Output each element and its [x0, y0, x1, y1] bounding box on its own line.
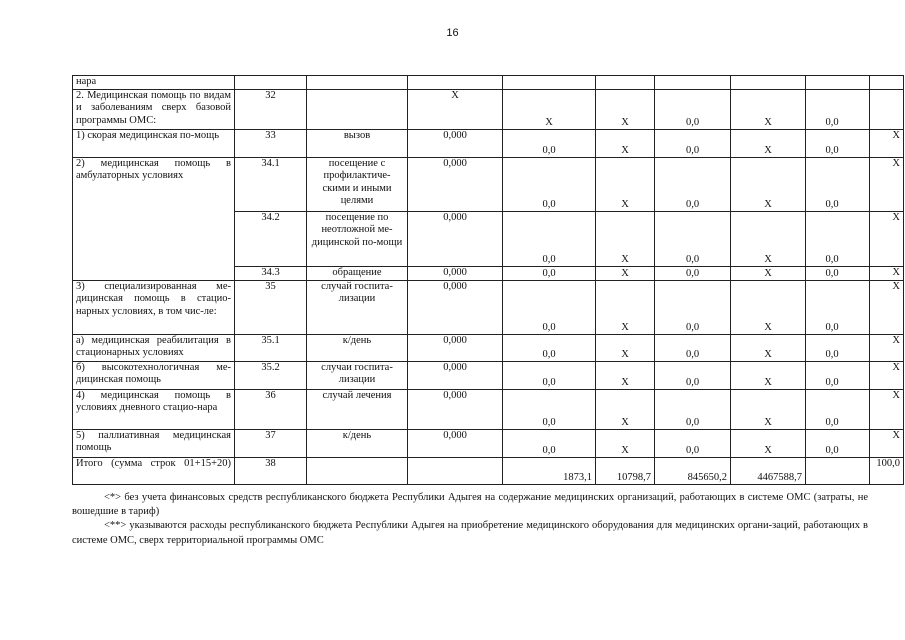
row-col9: 100,0 [870, 458, 904, 485]
footnotes [72, 491, 868, 548]
row-name: 2) медицинская помощь в амбулаторных условиях [73, 158, 235, 281]
row-volume: 0,000 [408, 212, 503, 267]
row-volume: 0,000 [408, 430, 503, 458]
row-col5: Х [596, 130, 655, 158]
row-code: 38 [235, 458, 307, 485]
row-col6: 0,0 [655, 158, 731, 212]
row-col7: Х [731, 281, 806, 335]
row-col7: Х [731, 130, 806, 158]
row-col4: 0,0 [503, 158, 596, 212]
row-col7: Х [731, 430, 806, 458]
row-volume: 0,000 [408, 130, 503, 158]
row-col9: Х [870, 267, 904, 281]
row-volume: Х [408, 90, 503, 130]
row-code: 34.1 [235, 158, 307, 212]
row-name: нара [73, 76, 235, 90]
row-col6: 845650,2 [655, 458, 731, 485]
row-col4: 0,0 [503, 390, 596, 430]
row-col4: Х [503, 90, 596, 130]
row-code: 34.2 [235, 212, 307, 267]
row-col9: Х [870, 430, 904, 458]
row-name: 1) скорая медицинская по-мощь [73, 130, 235, 158]
row-col4: 0,0 [503, 430, 596, 458]
row-volume: 0,000 [408, 362, 503, 390]
table-row [73, 130, 904, 158]
row-col7: Х [731, 212, 806, 267]
row-volume: 0,000 [408, 335, 503, 362]
footnote-1: <*> без учета финансовых средств республиканского бюджета Республики Адыгея на содержание медицинских организаций, работающих в системе ОМС (затраты, не вошедшие в тариф) [72, 492, 868, 518]
row-col5: 10798,7 [596, 458, 655, 485]
row-col6: 0,0 [655, 362, 731, 390]
row-col9: Х [870, 362, 904, 390]
row-col9: Х [870, 212, 904, 267]
row-col6: 0,0 [655, 212, 731, 267]
row-unit: случай госпита-лизации [307, 281, 408, 335]
table-row [73, 90, 904, 130]
table-row [73, 281, 904, 335]
row-col5: Х [596, 267, 655, 281]
row-code: 34.3 [235, 267, 307, 281]
row-col9: Х [870, 130, 904, 158]
row-col7: Х [731, 390, 806, 430]
page-number: 16 [446, 27, 459, 39]
row-col5: Х [596, 158, 655, 212]
row-col8: 0,0 [806, 267, 870, 281]
row-col8: 0,0 [806, 362, 870, 390]
row-col5: Х [596, 90, 655, 130]
row-col5: Х [596, 212, 655, 267]
table-row [73, 390, 904, 430]
row-unit: случаи госпита-лизации [307, 362, 408, 390]
row-code: 36 [235, 390, 307, 430]
row-unit: посещение с профилактиче-скими и иными целями [307, 158, 408, 212]
row-volume: 0,000 [408, 267, 503, 281]
row-name: 5) паллиативная медицинская помощь [73, 430, 235, 458]
row-col4: 0,0 [503, 335, 596, 362]
row-volume: 0,000 [408, 158, 503, 212]
row-col9 [870, 90, 904, 130]
row-code: 35.1 [235, 335, 307, 362]
row-col6: 0,0 [655, 430, 731, 458]
row-col5: Х [596, 362, 655, 390]
row-col6: 0,0 [655, 130, 731, 158]
row-name: 4) медицинская помощь в условиях дневного стацио-нара [73, 390, 235, 430]
row-col7: 4467588,7 [731, 458, 806, 485]
row-col4: 0,0 [503, 362, 596, 390]
row-col6: 0,0 [655, 90, 731, 130]
row-col8: 0,0 [806, 212, 870, 267]
row-name: б) высокотехнологичная ме-дицинская помощь [73, 362, 235, 390]
row-col9: Х [870, 390, 904, 430]
row-code: 32 [235, 90, 307, 130]
row-col4: 0,0 [503, 281, 596, 335]
row-col8: 0,0 [806, 281, 870, 335]
row-name: а) медицинская реабилитация в стационарных условиях [73, 335, 235, 362]
row-code: 33 [235, 130, 307, 158]
row-col8: 0,0 [806, 430, 870, 458]
row-col9: Х [870, 158, 904, 212]
row-unit: к/день [307, 430, 408, 458]
row-col8: 0,0 [806, 90, 870, 130]
row-col7: Х [731, 362, 806, 390]
row-col4: 0,0 [503, 212, 596, 267]
table-row [73, 158, 904, 212]
row-col4: 0,0 [503, 130, 596, 158]
row-col6: 0,0 [655, 267, 731, 281]
table-row [73, 335, 904, 362]
row-col4: 1873,1 [503, 458, 596, 485]
row-code: 35.2 [235, 362, 307, 390]
row-col7: Х [731, 158, 806, 212]
row-col8: 0,0 [806, 390, 870, 430]
table-row-total [73, 458, 904, 485]
row-col6: 0,0 [655, 281, 731, 335]
row-col9: Х [870, 335, 904, 362]
row-col5: Х [596, 281, 655, 335]
table-row [73, 76, 904, 90]
row-col4: 0,0 [503, 267, 596, 281]
row-col5: Х [596, 430, 655, 458]
row-col6: 0,0 [655, 390, 731, 430]
row-volume: 0,000 [408, 281, 503, 335]
table-row [73, 362, 904, 390]
row-col7: Х [731, 90, 806, 130]
footnote-2: <**> указываются расходы республиканского бюджета Республики Адыгея на приобретение медицинского оборудования для медицинских органи-заций, работающих в системе ОМС, сверх территориальной программы ОМС [72, 520, 868, 546]
row-col6: 0,0 [655, 335, 731, 362]
row-unit: случай лечения [307, 390, 408, 430]
row-code: 35 [235, 281, 307, 335]
row-col8: 0,0 [806, 335, 870, 362]
row-unit: обращение [307, 267, 408, 281]
row-col8: 0,0 [806, 130, 870, 158]
row-col5: Х [596, 335, 655, 362]
row-col7: Х [731, 267, 806, 281]
financing-table [72, 75, 904, 485]
row-col5: Х [596, 390, 655, 430]
row-code: 37 [235, 430, 307, 458]
row-unit: посещение по неотложной ме-дицинской по-мощи [307, 212, 408, 267]
row-volume: 0,000 [408, 390, 503, 430]
row-name: Итого (сумма строк 01+15+20) [73, 458, 235, 485]
row-unit: к/день [307, 335, 408, 362]
row-name: 2. Медицинская помощь по видам и заболеваниям сверх базовой программы ОМС: [73, 90, 235, 130]
row-col7: Х [731, 335, 806, 362]
row-col8: 0,0 [806, 158, 870, 212]
table-row [73, 430, 904, 458]
row-name: 3) специализированная ме-дицинская помощь в стацио-нарных условиях, в том чис-ле: [73, 281, 235, 335]
row-col9: Х [870, 281, 904, 335]
row-unit: вызов [307, 130, 408, 158]
